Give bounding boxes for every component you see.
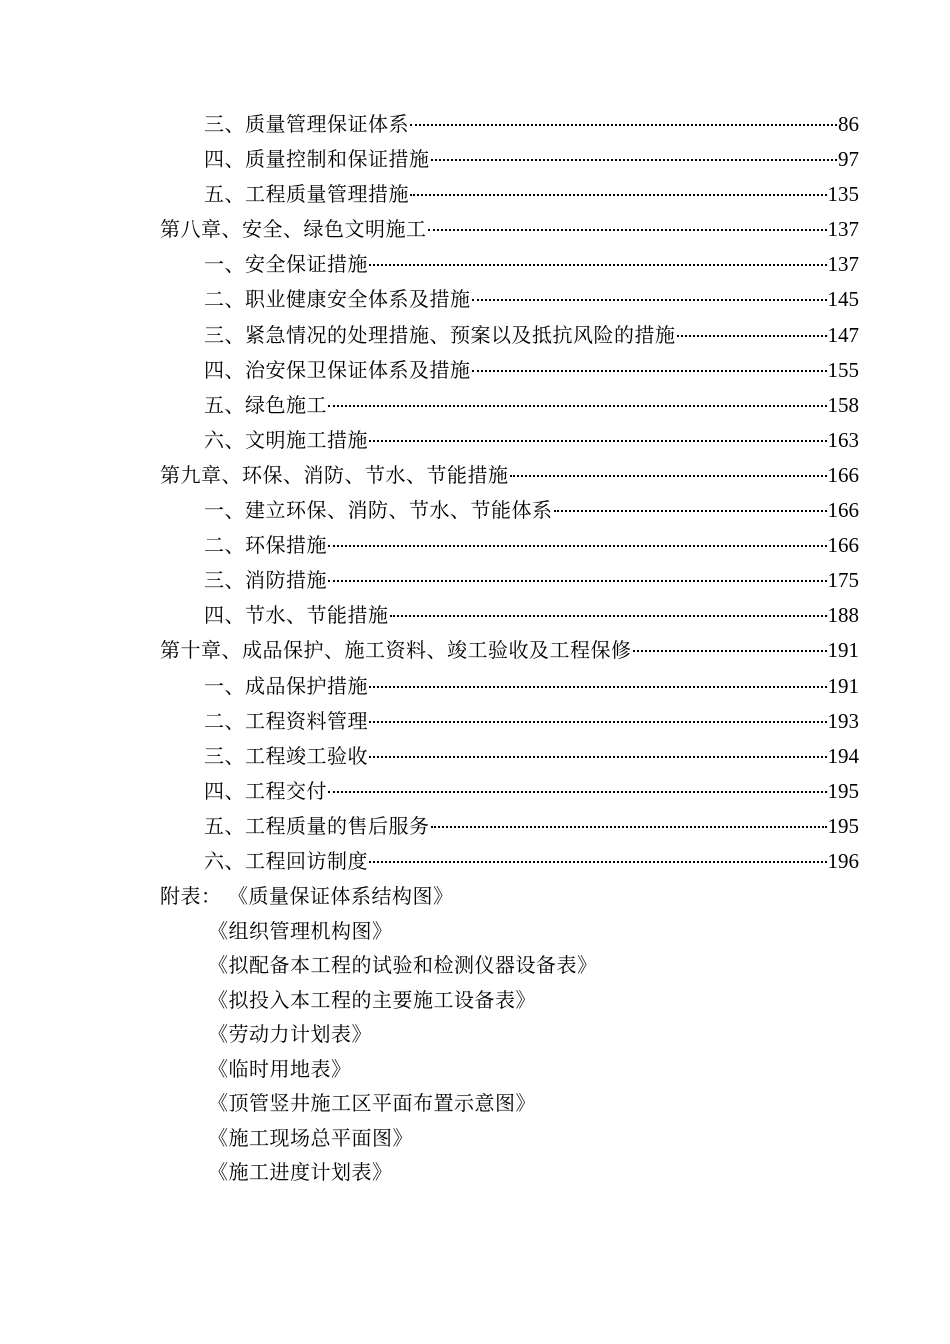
toc-entry-page: 188: [827, 603, 859, 628]
appendix-item-title: 《顶管竖井施工区平面布置示意图》: [208, 1091, 536, 1115]
toc-entry-title: 四、质量控制和保证措施: [204, 147, 430, 172]
toc-entry-title: 四、治安保卫保证体系及措施: [204, 357, 471, 382]
appendix-item[interactable]: [160, 1017, 859, 1052]
toc-entry-page: 191: [827, 638, 859, 663]
toc-entry-page: 175: [827, 568, 859, 593]
toc-entry-page: 158: [827, 392, 859, 417]
toc-leader-dots: [554, 510, 827, 512]
toc-entry-title: 三、消防措施: [204, 568, 327, 593]
appendix-item[interactable]: [160, 1155, 859, 1190]
appendix-label: 附表：: [160, 884, 222, 908]
appendix-list: [160, 879, 859, 1190]
toc-chapter-entry[interactable]: [160, 212, 859, 247]
toc-chapter-entry[interactable]: [160, 458, 859, 493]
toc-entry-page: 193: [827, 708, 859, 733]
toc-entry[interactable]: [160, 809, 859, 844]
table-of-contents: [160, 107, 859, 879]
toc-entry-title: 五、工程质量管理措施: [204, 182, 409, 207]
toc-leader-dots: [510, 475, 827, 477]
toc-entry-page: 166: [827, 498, 859, 523]
toc-entry-page: 137: [827, 252, 859, 277]
toc-entry[interactable]: [160, 669, 859, 704]
appendix-item-title: 《质量保证体系结构图》: [228, 884, 454, 908]
toc-entry[interactable]: [160, 282, 859, 317]
toc-entry-page: 196: [827, 848, 859, 873]
toc-entry-title: 二、工程资料管理: [204, 708, 368, 733]
toc-entry[interactable]: [160, 774, 859, 809]
toc-leader-dots: [369, 440, 827, 442]
toc-entry-title: 三、紧急情况的处理措施、预案以及抵抗风险的措施: [204, 322, 676, 347]
toc-entry[interactable]: [160, 177, 859, 212]
toc-entry-page: 163: [827, 427, 859, 452]
toc-entry-page: 191: [827, 673, 859, 698]
appendix-item[interactable]: [160, 879, 859, 914]
toc-leader-dots: [431, 159, 838, 161]
appendix-item-title: 《组织管理机构图》: [208, 918, 393, 943]
toc-entry-title: 第九章、环保、消防、节水、节能措施: [160, 462, 509, 487]
appendix-item-title: 《劳动力计划表》: [208, 1022, 372, 1046]
toc-entry[interactable]: [160, 844, 859, 879]
appendix-item[interactable]: [160, 1121, 859, 1156]
toc-leader-dots: [472, 299, 827, 301]
appendix-item-title: 《临时用地表》: [208, 1056, 352, 1081]
toc-leader-dots: [677, 335, 827, 337]
toc-entry-title: 三、工程竣工验收: [204, 743, 368, 768]
toc-entry[interactable]: [160, 388, 859, 423]
toc-leader-dots: [410, 194, 827, 196]
toc-entry-page: 135: [827, 182, 859, 207]
toc-entry-title: 二、职业健康安全体系及措施: [204, 287, 471, 312]
toc-entry-title: 四、节水、节能措施: [204, 603, 389, 628]
toc-entry-page: 147: [827, 322, 859, 347]
toc-entry-title: 一、建立环保、消防、节水、节能体系: [204, 498, 553, 523]
toc-entry-page: 145: [827, 287, 859, 312]
toc-entry-page: 195: [827, 813, 859, 838]
toc-leader-dots: [369, 264, 827, 266]
toc-entry[interactable]: [160, 107, 859, 142]
toc-entry-title: 五、工程质量的售后服务: [204, 813, 430, 838]
toc-leader-dots: [428, 229, 827, 231]
toc-chapter-entry[interactable]: [160, 633, 859, 668]
toc-entry-title: 六、文明施工措施: [204, 427, 368, 452]
appendix-item-title: 《拟投入本工程的主要施工设备表》: [208, 987, 536, 1012]
toc-leader-dots: [369, 686, 827, 688]
toc-entry[interactable]: [160, 493, 859, 528]
toc-leader-dots: [472, 370, 827, 372]
toc-leader-dots: [328, 791, 827, 793]
toc-entry-page: 195: [827, 778, 859, 803]
toc-entry[interactable]: [160, 423, 859, 458]
toc-entry-title: 第八章、安全、绿色文明施工: [160, 217, 427, 242]
toc-entry-title: 四、工程交付: [204, 778, 327, 803]
toc-leader-dots: [633, 650, 827, 652]
toc-entry-page: 86: [838, 112, 859, 136]
toc-leader-dots: [328, 580, 827, 582]
toc-entry[interactable]: [160, 528, 859, 563]
appendix-item[interactable]: [160, 948, 859, 983]
toc-leader-dots: [328, 545, 827, 547]
toc-leader-dots: [410, 124, 837, 126]
toc-entry-title: 二、环保措施: [204, 533, 327, 558]
toc-entry[interactable]: [160, 247, 859, 282]
appendix-item[interactable]: [160, 914, 859, 949]
toc-entry[interactable]: [160, 353, 859, 388]
appendix-item-title: 《拟配备本工程的试验和检测仪器设备表》: [208, 953, 598, 977]
toc-leader-dots: [390, 615, 827, 617]
toc-leader-dots: [328, 405, 827, 407]
toc-entry-page: 166: [827, 462, 859, 487]
toc-entry-page: 155: [827, 357, 859, 382]
toc-entry-title: 六、工程回访制度: [204, 848, 368, 873]
toc-entry-title: 一、安全保证措施: [204, 252, 368, 277]
toc-entry[interactable]: [160, 318, 859, 353]
toc-entry-title: 一、成品保护措施: [204, 673, 368, 698]
toc-entry-title: 三、质量管理保证体系: [204, 112, 409, 136]
appendix-item-title: 《施工现场总平面图》: [208, 1125, 413, 1150]
toc-entry[interactable]: [160, 739, 859, 774]
toc-entry-page: 194: [827, 743, 859, 768]
toc-entry-page: 137: [827, 217, 859, 242]
toc-leader-dots: [369, 861, 827, 863]
toc-entry-page: 166: [827, 533, 859, 558]
appendix-item[interactable]: [160, 1052, 859, 1087]
toc-entry-title: 五、绿色施工: [204, 392, 327, 417]
appendix-item[interactable]: [160, 1086, 859, 1121]
toc-entry[interactable]: [160, 598, 859, 633]
toc-leader-dots: [431, 826, 827, 828]
toc-entry-page: 97: [838, 147, 859, 172]
toc-entry[interactable]: [160, 563, 859, 598]
toc-entry[interactable]: [160, 704, 859, 739]
toc-entry-title: 第十章、成品保护、施工资料、竣工验收及工程保修: [160, 638, 632, 663]
appendix-item[interactable]: [160, 983, 859, 1018]
toc-leader-dots: [369, 721, 827, 723]
toc-leader-dots: [369, 756, 827, 758]
toc-entry[interactable]: [160, 142, 859, 177]
appendix-item-title: 《施工进度计划表》: [208, 1160, 393, 1184]
